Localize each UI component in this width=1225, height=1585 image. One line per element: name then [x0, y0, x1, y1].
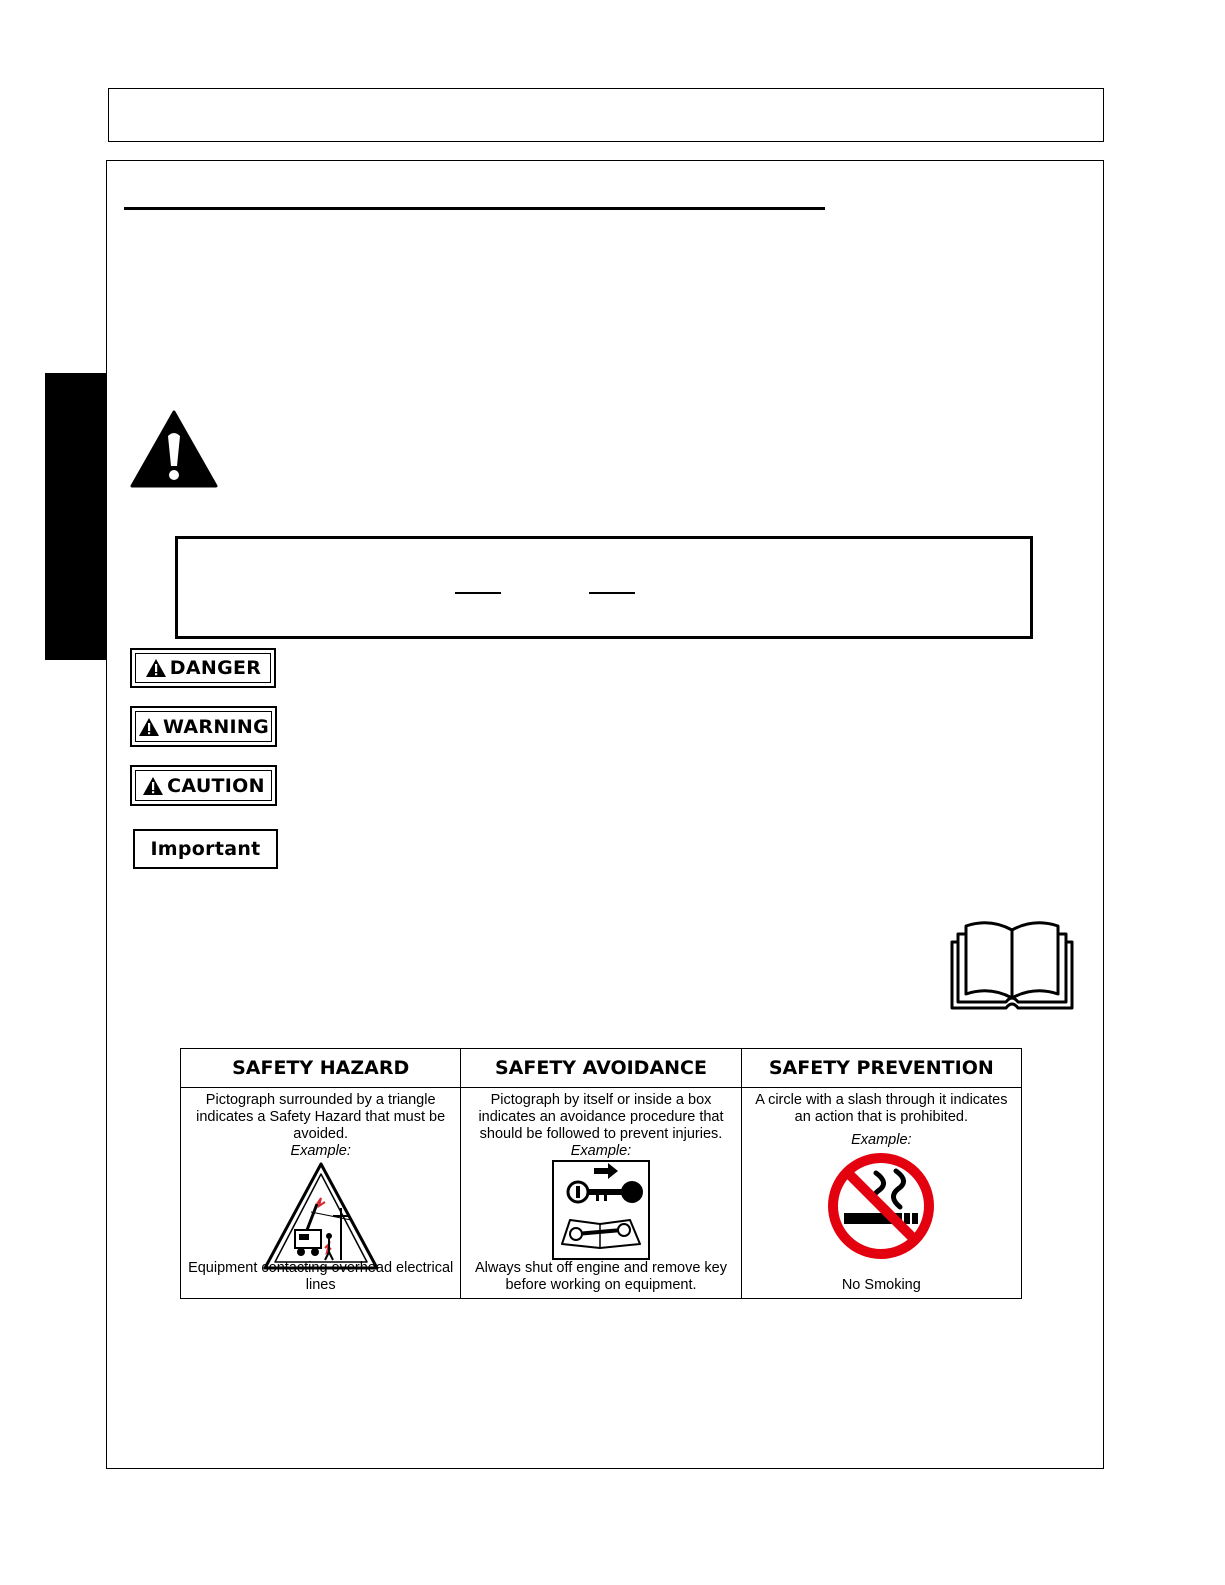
safety-symbols-table — [180, 1048, 1022, 1299]
alert-triangle-icon — [145, 658, 167, 678]
avoidance-caption: Always shut off engine and remove key before working on equipment. — [474, 1260, 727, 1293]
alert-triangle-icon — [142, 776, 164, 796]
safety-alert-symbol-icon — [130, 410, 218, 488]
operators-manual-book-icon — [946, 920, 1078, 1012]
notice-box — [175, 536, 1033, 639]
prevention-example-label: Example: — [851, 1132, 912, 1148]
no-smoking-icon — [826, 1151, 936, 1261]
safety-avoidance-header: SAFETY AVOIDANCE — [461, 1049, 741, 1088]
safety-hazard-cell — [181, 1088, 461, 1299]
danger-label: DANGER — [169, 657, 262, 679]
emphasis-underline — [455, 592, 501, 594]
safety-prevention-cell — [741, 1088, 1021, 1299]
safety-avoidance-cell — [461, 1088, 741, 1299]
alert-triangle-icon — [138, 717, 160, 737]
hazard-example-label: Example: — [290, 1143, 351, 1159]
important-label: Important — [150, 838, 261, 860]
warning-label: WARNING — [162, 715, 269, 738]
remove-key-and-read-manual-icon — [552, 1160, 650, 1260]
emphasis-underline — [589, 592, 635, 594]
hazard-description: Pictograph surrounded by a triangle indicates a Safety Hazard that must be avoided. — [196, 1092, 446, 1142]
section-side-tab — [45, 373, 107, 660]
warning-signal-panel — [130, 706, 277, 747]
electrical-hazard-triangle-icon — [261, 1160, 381, 1272]
safety-hazard-header: SAFETY HAZARD — [181, 1049, 461, 1088]
caution-label: CAUTION — [167, 774, 265, 797]
danger-signal-panel — [130, 648, 276, 688]
prevention-caption: No Smoking — [841, 1277, 921, 1293]
important-signal-panel — [133, 829, 278, 869]
caution-signal-panel — [130, 765, 277, 806]
avoidance-description: Pictograph by itself or inside a box indicates an avoidance procedure that should be followed to prevent injuries. — [478, 1092, 724, 1142]
hazard-caption: Equipment contacting overhead electrical lines — [188, 1260, 454, 1293]
safety-prevention-header: SAFETY PREVENTION — [741, 1049, 1021, 1088]
prevention-description: A circle with a slash through it indicates an action that is prohibited. — [755, 1092, 1008, 1125]
page-header-box — [108, 88, 1104, 142]
avoidance-example-label: Example: — [570, 1143, 632, 1159]
section-heading-rule — [124, 207, 825, 210]
